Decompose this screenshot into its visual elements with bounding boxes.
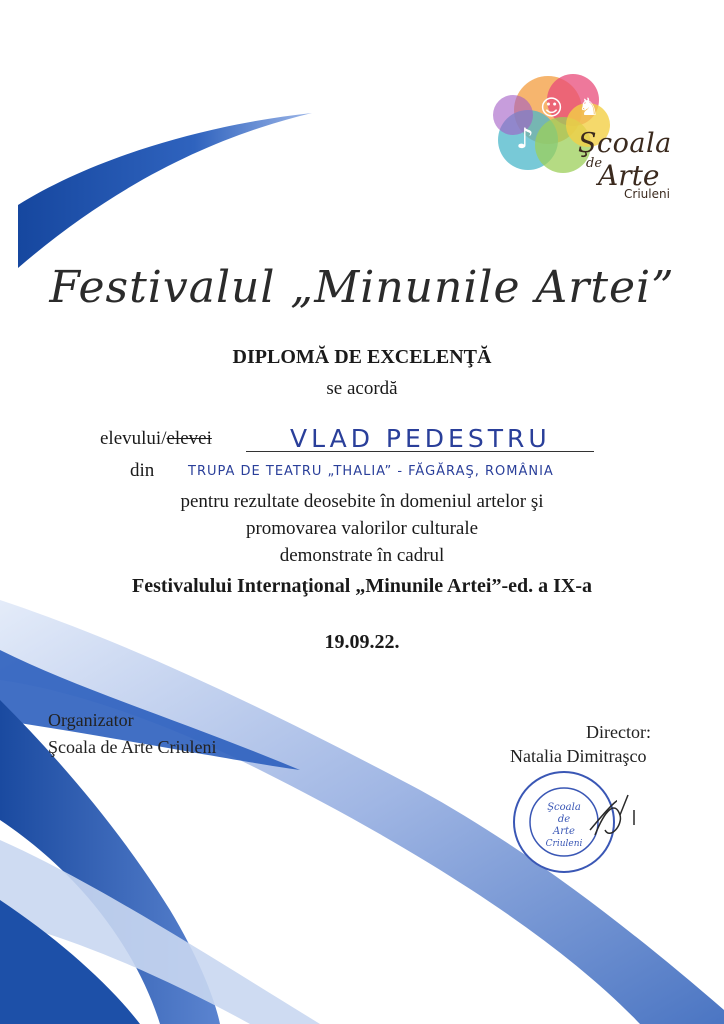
- granted-line: se acordă: [326, 378, 398, 399]
- results-line: pentru rezultate deosebite în domeniul artelor şi: [180, 491, 544, 512]
- logo-line-1: Şcoala: [578, 128, 672, 159]
- festival-title: Festivalul „Minunile Artei”: [49, 262, 675, 313]
- director-name: Natalia Dimitraşco: [510, 746, 647, 766]
- student-label: [100, 428, 212, 450]
- svg-text:Criuleni: Criuleni: [545, 839, 583, 849]
- student-label-male: elevului/: [100, 428, 167, 449]
- diploma-heading: DIPLOMĂ DE EXCELENŢĂ: [232, 346, 492, 368]
- director-title: Director:: [586, 722, 651, 742]
- organizer-name: Şcoala de Arte Criuleni: [48, 737, 217, 757]
- from-label: din: [130, 460, 155, 481]
- demonstrated-line: demonstrate în cadrul: [279, 545, 445, 566]
- top-ribbon: [18, 113, 312, 268]
- logo-line-4: Criuleni: [624, 187, 670, 201]
- svg-text:Şcoala: Şcoala: [547, 802, 581, 813]
- svg-text:♪: ♪: [516, 122, 534, 155]
- festival-full-name: Festivalului Internaţional „Minunile Artei”-ed. a IX-a: [132, 575, 592, 597]
- organizer-title: Organizator: [48, 710, 134, 730]
- student-name: VLAD PEDESTRU: [290, 424, 551, 453]
- svg-text:de: de: [557, 814, 571, 825]
- logo-line-2: de: [586, 156, 603, 171]
- group-name: TRUPA DE TEATRU „THALIA” - FĂGĂRAŞ, ROMÂNIA: [188, 464, 554, 479]
- svg-text:☺: ☺: [540, 96, 563, 121]
- promotion-line: promovarea valorilor culturale: [245, 518, 479, 539]
- date: 19.09.22.: [324, 631, 400, 653]
- student-label-female-struck: elevei: [166, 428, 212, 449]
- logo-wordmark: [578, 130, 672, 200]
- logo-line-3: Arte: [598, 159, 660, 192]
- svg-text:♞: ♞: [578, 93, 600, 121]
- director-signature: [590, 790, 650, 850]
- svg-text:Arte: Arte: [553, 826, 575, 837]
